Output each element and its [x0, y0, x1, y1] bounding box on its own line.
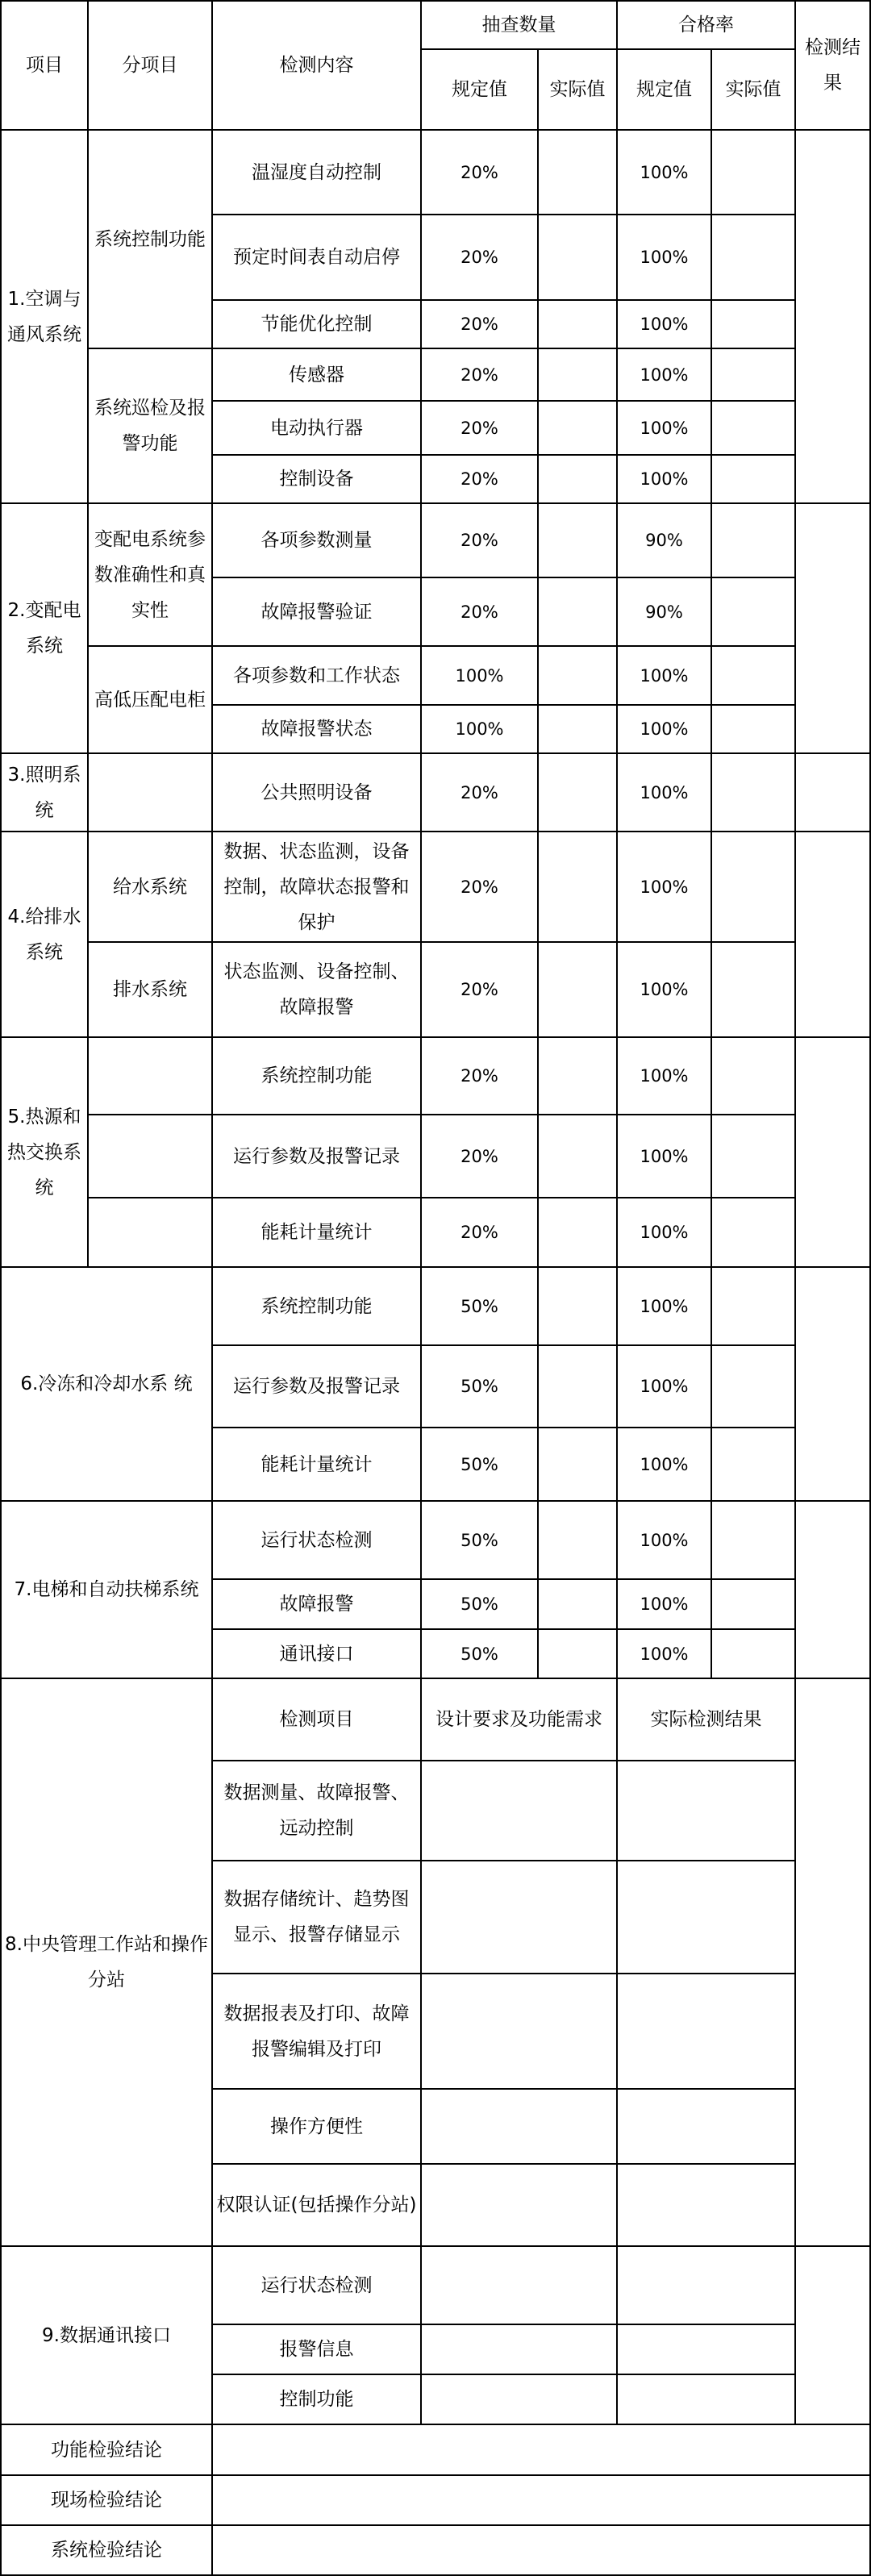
subitem-name: 排水系统	[88, 942, 212, 1037]
header-pass-rate: 合格率	[617, 1, 795, 49]
check-content: 故障报警验证	[212, 577, 421, 646]
rate-required: 100%	[617, 1115, 711, 1198]
actual-result-cell	[617, 2324, 795, 2374]
qty-required: 20%	[421, 832, 538, 942]
section-name: 8.中央管理工作站和操作分站	[1, 1678, 212, 2246]
check-content: 公共照明设备	[212, 753, 421, 832]
check-content: 预定时间表自动启停	[212, 215, 421, 300]
qty-actual-cell	[538, 753, 617, 832]
qty-actual-cell	[538, 1345, 617, 1428]
rate-required: 100%	[617, 705, 711, 753]
result-cell	[795, 753, 870, 832]
conclusion-value-cell	[212, 2525, 870, 2575]
rate-required: 90%	[617, 503, 711, 577]
qty-actual-cell	[538, 455, 617, 503]
rate-actual-cell	[711, 401, 795, 455]
qty-actual-cell	[538, 215, 617, 300]
check-content: 报警信息	[212, 2324, 421, 2374]
requirement-cell	[421, 2374, 617, 2424]
rate-required: 100%	[617, 300, 711, 348]
header-result: 检测结果	[795, 1, 870, 130]
qty-required: 100%	[421, 705, 538, 753]
requirement-cell	[421, 2164, 617, 2246]
rate-actual-cell	[711, 1115, 795, 1198]
subitem-name-empty	[88, 753, 212, 832]
check-content: 故障报警状态	[212, 705, 421, 753]
conclusion-value-cell	[212, 2424, 870, 2475]
check-content: 操作方便性	[212, 2089, 421, 2164]
qty-required: 20%	[421, 1198, 538, 1267]
rate-actual-cell	[711, 215, 795, 300]
check-content: 能耗计量统计	[212, 1198, 421, 1267]
subitem-name: 系统巡检及报警功能	[88, 348, 212, 503]
sub-header-actual: 实际检测结果	[617, 1678, 795, 1761]
check-content: 运行参数及报警记录	[212, 1115, 421, 1198]
header-qty-required: 规定值	[421, 49, 538, 130]
rate-required: 100%	[617, 401, 711, 455]
check-content: 权限认证(包括操作分站)	[212, 2164, 421, 2246]
rate-required: 90%	[617, 577, 711, 646]
actual-result-cell	[617, 1761, 795, 1861]
conclusion-label-system: 系统检验结论	[1, 2525, 212, 2575]
result-cell	[795, 1501, 870, 1678]
check-content: 状态监测、设备控制、故障报警	[212, 942, 421, 1037]
rate-actual-cell	[711, 1629, 795, 1678]
rate-actual-cell	[711, 130, 795, 215]
rate-actual-cell	[711, 455, 795, 503]
qty-required: 50%	[421, 1501, 538, 1579]
rate-actual-cell	[711, 705, 795, 753]
requirement-cell	[421, 2246, 617, 2324]
rate-required: 100%	[617, 942, 711, 1037]
qty-actual-cell	[538, 1037, 617, 1115]
rate-required: 100%	[617, 753, 711, 832]
qty-required: 20%	[421, 300, 538, 348]
qty-required: 20%	[421, 753, 538, 832]
qty-required: 20%	[421, 130, 538, 215]
rate-required: 100%	[617, 1428, 711, 1501]
rate-required: 100%	[617, 832, 711, 942]
rate-required: 100%	[617, 1037, 711, 1115]
check-content: 各项参数和工作状态	[212, 646, 421, 705]
result-cell	[795, 1267, 870, 1501]
rate-actual-cell	[711, 503, 795, 577]
qty-required: 50%	[421, 1428, 538, 1501]
check-content: 数据存储统计、趋势图显示、报警存储显示	[212, 1861, 421, 1974]
actual-result-cell	[617, 2374, 795, 2424]
subitem-name-empty	[88, 1198, 212, 1267]
qty-actual-cell	[538, 348, 617, 401]
result-cell	[795, 130, 870, 503]
qty-actual-cell	[538, 1267, 617, 1345]
rate-actual-cell	[711, 348, 795, 401]
qty-required: 20%	[421, 1115, 538, 1198]
header-rate-required: 规定值	[617, 49, 711, 130]
rate-actual-cell	[711, 753, 795, 832]
header-project: 项目	[1, 1, 88, 130]
rate-actual-cell	[711, 1579, 795, 1629]
header-subitem: 分项目	[88, 1, 212, 130]
section-name: 4.给排水系统	[1, 832, 88, 1037]
sub-header-item: 检测项目	[212, 1678, 421, 1761]
rate-actual-cell	[711, 646, 795, 705]
actual-result-cell	[617, 1861, 795, 1974]
qty-required: 20%	[421, 942, 538, 1037]
qty-actual-cell	[538, 942, 617, 1037]
check-content: 数据测量、故障报警、远动控制	[212, 1761, 421, 1861]
qty-required: 20%	[421, 577, 538, 646]
header-qty-actual: 实际值	[538, 49, 617, 130]
rate-actual-cell	[711, 577, 795, 646]
qty-actual-cell	[538, 1115, 617, 1198]
rate-actual-cell	[711, 832, 795, 942]
result-cell	[795, 2246, 870, 2424]
qty-actual-cell	[538, 1629, 617, 1678]
qty-required: 20%	[421, 401, 538, 455]
qty-actual-cell	[538, 577, 617, 646]
check-content: 系统控制功能	[212, 1037, 421, 1115]
qty-actual-cell	[538, 1198, 617, 1267]
rate-actual-cell	[711, 300, 795, 348]
subitem-name: 给水系统	[88, 832, 212, 942]
rate-actual-cell	[711, 1198, 795, 1267]
qty-actual-cell	[538, 646, 617, 705]
qty-actual-cell	[538, 1428, 617, 1501]
qty-actual-cell	[538, 503, 617, 577]
sub-header-requirement: 设计要求及功能需求	[421, 1678, 617, 1761]
check-content: 运行参数及报警记录	[212, 1345, 421, 1428]
actual-result-cell	[617, 1974, 795, 2089]
rate-required: 100%	[617, 455, 711, 503]
qty-actual-cell	[538, 401, 617, 455]
rate-required: 100%	[617, 646, 711, 705]
qty-required: 20%	[421, 348, 538, 401]
check-content: 能耗计量统计	[212, 1428, 421, 1501]
requirement-cell	[421, 1861, 617, 1974]
requirement-cell	[421, 1761, 617, 1861]
section-name: 7.电梯和自动扶梯系统	[1, 1501, 212, 1678]
check-content: 电动执行器	[212, 401, 421, 455]
check-content: 运行状态检测	[212, 2246, 421, 2324]
section-name: 6.冷冻和冷却水系 统	[1, 1267, 212, 1501]
actual-result-cell	[617, 2089, 795, 2164]
check-content: 传感器	[212, 348, 421, 401]
check-content: 各项参数测量	[212, 503, 421, 577]
check-content: 数据、状态监测，设备控制，故障状态报警和保护	[212, 832, 421, 942]
result-cell	[795, 1037, 870, 1267]
rate-actual-cell	[711, 1501, 795, 1579]
subitem-name-empty	[88, 1037, 212, 1115]
qty-actual-cell	[538, 705, 617, 753]
rate-required: 100%	[617, 348, 711, 401]
section-name: 5.热源和热交换系统	[1, 1037, 88, 1267]
rate-required: 100%	[617, 1267, 711, 1345]
section-name: 9.数据通讯接口	[1, 2246, 212, 2424]
qty-required: 50%	[421, 1629, 538, 1678]
check-content: 温湿度自动控制	[212, 130, 421, 215]
actual-result-cell	[617, 2164, 795, 2246]
qty-actual-cell	[538, 300, 617, 348]
check-content: 数据报表及打印、故障报警编辑及打印	[212, 1974, 421, 2089]
requirement-cell	[421, 1974, 617, 2089]
rate-required: 100%	[617, 215, 711, 300]
section-name: 1.空调与通风系统	[1, 130, 88, 503]
qty-required: 20%	[421, 455, 538, 503]
rate-actual-cell	[711, 1345, 795, 1428]
subitem-name: 变配电系统参数准确性和真实性	[88, 503, 212, 646]
actual-result-cell	[617, 2246, 795, 2324]
result-cell	[795, 1678, 870, 2246]
header-content: 检测内容	[212, 1, 421, 130]
conclusion-label-site: 现场检验结论	[1, 2475, 212, 2525]
result-cell	[795, 832, 870, 1037]
section-name: 2.变配电系统	[1, 503, 88, 753]
check-content: 运行状态检测	[212, 1501, 421, 1579]
requirement-cell	[421, 2324, 617, 2374]
qty-actual-cell	[538, 1501, 617, 1579]
qty-required: 100%	[421, 646, 538, 705]
rate-actual-cell	[711, 1037, 795, 1115]
conclusion-value-cell	[212, 2475, 870, 2525]
conclusion-label-function: 功能检验结论	[1, 2424, 212, 2475]
result-cell	[795, 503, 870, 753]
qty-actual-cell	[538, 130, 617, 215]
subitem-name: 高低压配电柜	[88, 646, 212, 753]
requirement-cell	[421, 2089, 617, 2164]
rate-actual-cell	[711, 942, 795, 1037]
subitem-name-empty	[88, 1115, 212, 1198]
rate-required: 100%	[617, 1501, 711, 1579]
check-content: 通讯接口	[212, 1629, 421, 1678]
rate-required: 100%	[617, 1198, 711, 1267]
check-content: 控制设备	[212, 455, 421, 503]
check-content: 故障报警	[212, 1579, 421, 1629]
check-content: 节能优化控制	[212, 300, 421, 348]
qty-required: 20%	[421, 503, 538, 577]
rate-required: 100%	[617, 1629, 711, 1678]
rate-actual-cell	[711, 1428, 795, 1501]
check-content: 系统控制功能	[212, 1267, 421, 1345]
rate-actual-cell	[711, 1267, 795, 1345]
qty-required: 50%	[421, 1345, 538, 1428]
rate-required: 100%	[617, 1579, 711, 1629]
header-rate-actual: 实际值	[711, 49, 795, 130]
qty-required: 50%	[421, 1579, 538, 1629]
section-name: 3.照明系统	[1, 753, 88, 832]
subitem-name: 系统控制功能	[88, 130, 212, 348]
rate-required: 100%	[617, 1345, 711, 1428]
check-content: 控制功能	[212, 2374, 421, 2424]
qty-required: 20%	[421, 215, 538, 300]
qty-actual-cell	[538, 832, 617, 942]
qty-actual-cell	[538, 1579, 617, 1629]
qty-required: 20%	[421, 1037, 538, 1115]
header-sample-qty: 抽查数量	[421, 1, 617, 49]
rate-required: 100%	[617, 130, 711, 215]
qty-required: 50%	[421, 1267, 538, 1345]
